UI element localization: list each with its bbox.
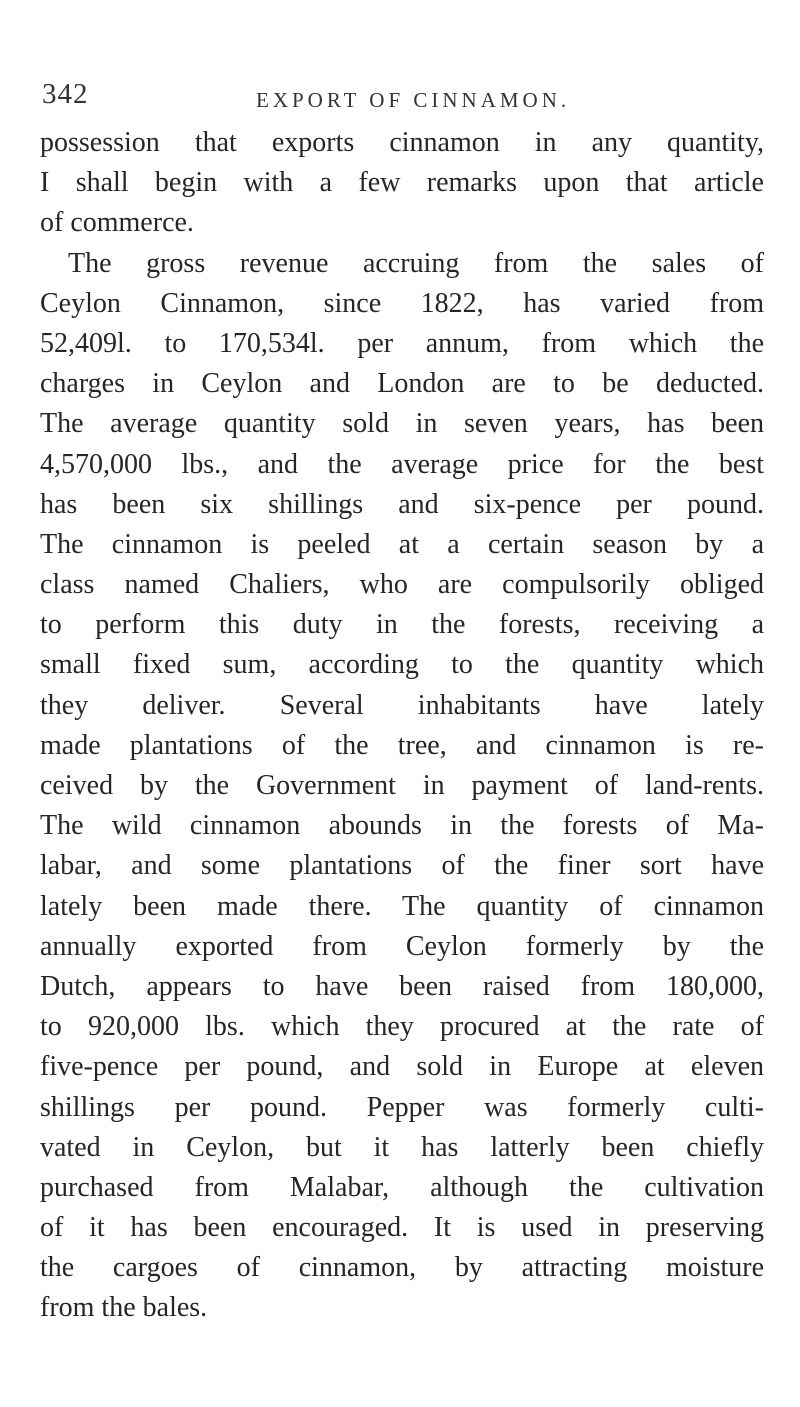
text-line: possession that exports cinnamon in any quantity, xyxy=(40,127,764,158)
running-head xyxy=(0,78,800,118)
text-line: charges in Ceylon and London are to be deducted. xyxy=(40,368,764,400)
text-line: purchased from Malabar, although the cultivation xyxy=(40,1171,764,1203)
text-line: The wild cinnamon abounds in the forests of Ma- xyxy=(40,810,764,842)
text-line: from the bales. xyxy=(40,1292,208,1324)
text-line: shillings per pound. Pepper was formerly culti- xyxy=(40,1091,764,1123)
text-line: vated in Ceylon, but it has latterly been chiefly xyxy=(40,1131,764,1163)
text-line: Ceylon Cinnamon, since 1822, has varied from xyxy=(40,287,764,319)
text-line: 52,409l. to 170,534l. per annum, from which the xyxy=(40,327,764,359)
text-line: of commerce. xyxy=(40,207,194,239)
text-line: labar, and some plantations of the finer sort have xyxy=(40,850,764,882)
text-line: they deliver. Several inhabitants have lately xyxy=(40,689,764,721)
text-line: to 920,000 lbs. which they procured at the rate of xyxy=(40,1011,764,1043)
text-line: class named Chaliers, who are compulsorily obliged xyxy=(40,569,764,601)
text-line: has been six shillings and six-pence per pound. xyxy=(40,488,764,520)
text-line: made plantations of the tree, and cinnamon is re- xyxy=(40,729,764,761)
text-line: 4,570,000 lbs., and the average price for the best xyxy=(40,448,764,480)
text-line: five-pence per pound, and sold in Europe at eleven xyxy=(40,1051,764,1083)
text-line: annually exported from Ceylon formerly by the xyxy=(40,930,764,962)
text-line: of it has been encouraged. It is used in preserving xyxy=(40,1212,764,1244)
text-line: the cargoes of cinnamon, by attracting moisture xyxy=(40,1252,764,1284)
text-line: ceived by the Government in payment of land-rents. xyxy=(40,770,764,801)
text-line: to perform this duty in the forests, receiving a xyxy=(40,609,764,641)
text-line: I shall begin with a few remarks upon that article xyxy=(40,167,764,199)
page-number: 342 xyxy=(42,78,89,110)
body-text xyxy=(40,123,764,1329)
text-line: The gross revenue accruing from the sales of xyxy=(68,247,764,279)
text-line: lately been made there. The quantity of cinnamon xyxy=(40,890,764,922)
text-line: Dutch, appears to have been raised from 180,000, xyxy=(40,970,764,1002)
running-title: EXPORT OF CINNAMON. xyxy=(256,88,571,112)
text-line: The cinnamon is peeled at a certain season by a xyxy=(40,528,764,560)
text-line: The average quantity sold in seven years, has been xyxy=(40,408,764,440)
text-line: small fixed sum, according to the quantity which xyxy=(40,649,764,681)
